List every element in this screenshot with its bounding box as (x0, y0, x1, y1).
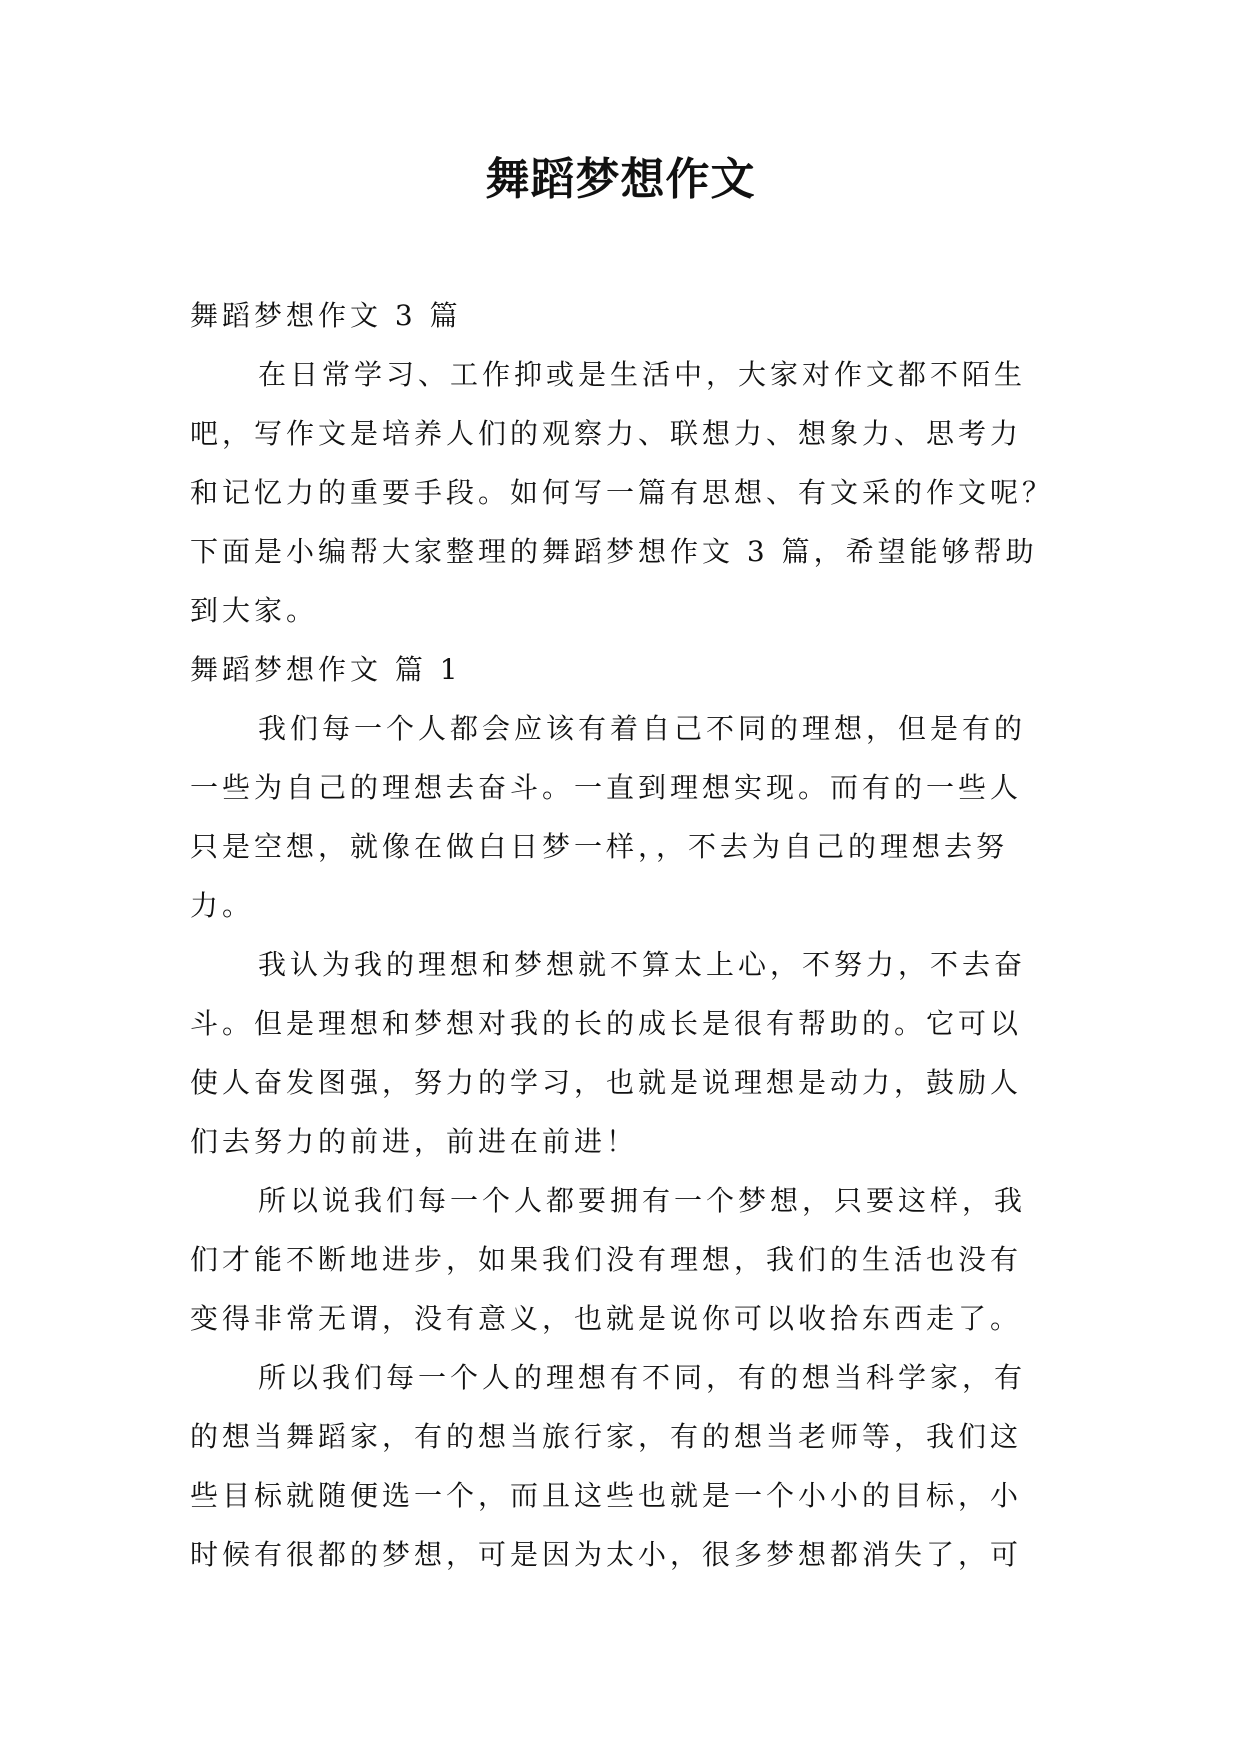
document-body (190, 286, 1060, 1584)
document-title: 舞蹈梦想作文 (485, 154, 756, 205)
paragraph-line: 吧，写作文是培养人们的观察力、联想力、想象力、思考力 (190, 417, 1023, 450)
paragraph-line: 力。 (190, 889, 255, 922)
paragraph-line: 们才能不断地进步，如果我们没有理想，我们的生活也没有 (190, 1243, 1023, 1276)
paragraph-line: 在日常学习、工作抑或是生活中，大家对作文都不陌生 (258, 358, 1027, 391)
paragraph-line: 们去努力的前进，前进在前进！ (190, 1125, 639, 1158)
paragraph-line: 和记忆力的重要手段。如何写一篇有思想、有文采的作文呢？ (190, 476, 1055, 509)
paragraph-line: 只是空想，就像在做白日梦一样，，不去为自己的理想去努 (190, 830, 1009, 863)
paragraph-line: 使人奋发图强，努力的学习，也就是说理想是动力，鼓励人 (190, 1066, 1023, 1099)
section-heading: 舞蹈梦想作文 篇 1 (190, 653, 462, 686)
paragraph-line: 些目标就随便选一个，而且这些也就是一个小小的目标，小 (190, 1479, 1023, 1512)
paragraph-line: 斗。但是理想和梦想对我的长的成长是很有帮助的。它可以 (190, 1007, 1023, 1040)
paragraph-line: 我认为我的理想和梦想就不算太上心，不努力，不去奋 (258, 948, 1027, 981)
paragraph-line: 变得非常无谓，没有意义，也就是说你可以收拾东西走了。 (190, 1302, 1023, 1335)
paragraph-line: 到大家。 (190, 594, 319, 627)
paragraph-line: 我们每一个人都会应该有着自己不同的理想，但是有的 (258, 712, 1027, 745)
paragraph-line: 所以我们每一个人的理想有不同，有的想当科学家，有 (258, 1361, 1027, 1394)
paragraph-line: 时候有很都的梦想，可是因为太小，很多梦想都消失了，可 (190, 1538, 1023, 1571)
paragraph-line: 的想当舞蹈家，有的想当旅行家，有的想当老师等，我们这 (190, 1420, 1023, 1453)
paragraph-line: 一些为自己的理想去奋斗。一直到理想实现。而有的一些人 (190, 771, 1023, 804)
paragraph-line: 所以说我们每一个人都要拥有一个梦想，只要这样，我 (258, 1184, 1027, 1217)
paragraph-line: 下面是小编帮大家整理的舞蹈梦想作文 3 篇，希望能够帮助 (190, 535, 1038, 568)
section-heading: 舞蹈梦想作文 3 篇 (190, 299, 462, 332)
